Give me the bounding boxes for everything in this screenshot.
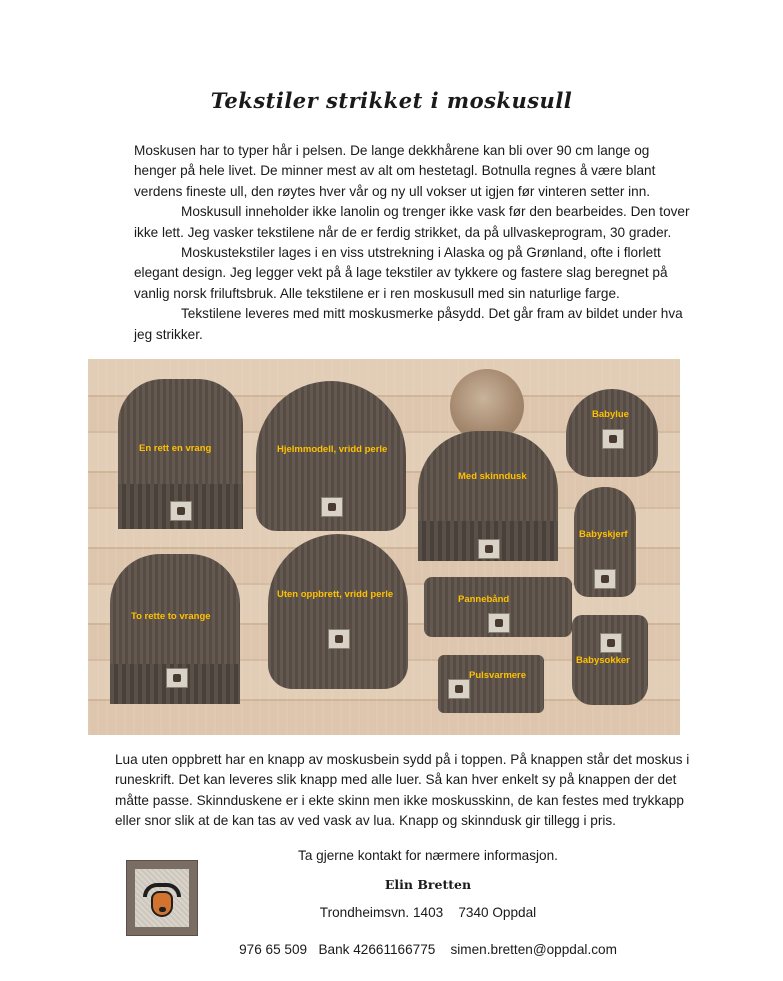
- muskox-logo: [126, 860, 198, 936]
- label-pulsvarmere: Pulsvarmere: [469, 670, 527, 681]
- contact-address: Trondheimsvn. 1403 7340 Oppdal: [319, 905, 537, 920]
- contact-name: Elin Bretten: [384, 877, 472, 892]
- hat-babylue: [566, 389, 658, 477]
- intro-paragraph-3: Moskustekstiler lages i en viss utstrekning i Alaska og på Grønland, ofte i florlett elegant design. Jeg legger vekt på å lage tekstiler av tykkere og fastere slag beregnet på vanlig norsk friluftsbruk. Alle tekstilene er i ren moskusull med sin naturlige farge.: [134, 245, 668, 301]
- intro-paragraph-2: Moskusull inneholder ikke lanolin og trenger ikke vask før den bearbeides. Den tover ikke lett. Jeg vasker tekstilene når de er ferdig strikket, da på ullvaskeprogram, 30 grader.: [134, 204, 690, 240]
- intro-text: [134, 141, 694, 345]
- intro-paragraph-1: Moskusen har to typer hår i pelsen. De lange dekkhårene kan bli over 90 cm lange og henger på hele livet. De minner mest av alt om hestetagl. Botnulla regnes å være blant verdens fineste ull, den røytes hver vår og ny ull vokser ut igjen før vinteren setter inn.: [134, 143, 656, 199]
- product-photo: [88, 359, 680, 735]
- hat-en-rett: [118, 379, 243, 529]
- label-panneband: Pannebånd: [458, 594, 510, 605]
- label-en-rett: En rett en vrang: [139, 443, 212, 454]
- contact-details: 976 65 509 Bank 42661166775 simen.bretten@oppdal.com: [239, 942, 617, 957]
- label-hjelmmodell: Hjelmmodell, vridd perle: [277, 444, 388, 455]
- label-babyskjerf: Babyskjerf: [579, 529, 628, 540]
- hat-hjelmmodell: [256, 381, 406, 531]
- label-skinndusk: Med skinndusk: [458, 471, 527, 482]
- label-babysokker: Babysokker: [576, 655, 630, 666]
- babyskjerf: [574, 487, 636, 597]
- panneband: [424, 577, 572, 637]
- contact-invite: Ta gjerne kontakt for nærmere informasjon.: [298, 848, 558, 863]
- outro-paragraph: Lua uten oppbrett har en knapp av moskusbein sydd på i toppen. På knappen står det moskus i runeskrift. Det kan leveres slik knapp med alle luer. Så kan hver enkelt sy på knappen der det måtte passe. Skinnduskene er i ekte skinn men ikke moskusskinn, de kan festes med trykkapp eller snor slik at de kan tas av ved vask av lua. Knapp og skinndusk gir tillegg i pris.: [115, 752, 690, 829]
- hat-uten-oppbrett: [268, 534, 408, 689]
- document-title: Tekstiler strikket i moskusull: [210, 88, 573, 113]
- intro-paragraph-4: Tekstilene leveres med mitt moskusmerke påsydd. Det går fram av bildet under hva jeg strikker.: [134, 306, 683, 342]
- hat-to-rette: [110, 554, 240, 704]
- muskox-icon: [135, 869, 189, 927]
- label-to-rette: To rette to vrange: [131, 611, 211, 622]
- pulsvarmere: [438, 655, 544, 713]
- hat-skinndusk: [418, 431, 558, 561]
- label-uten-oppbrett: Uten oppbrett, vridd perle: [277, 589, 394, 600]
- label-babylue: Babylue: [592, 409, 629, 420]
